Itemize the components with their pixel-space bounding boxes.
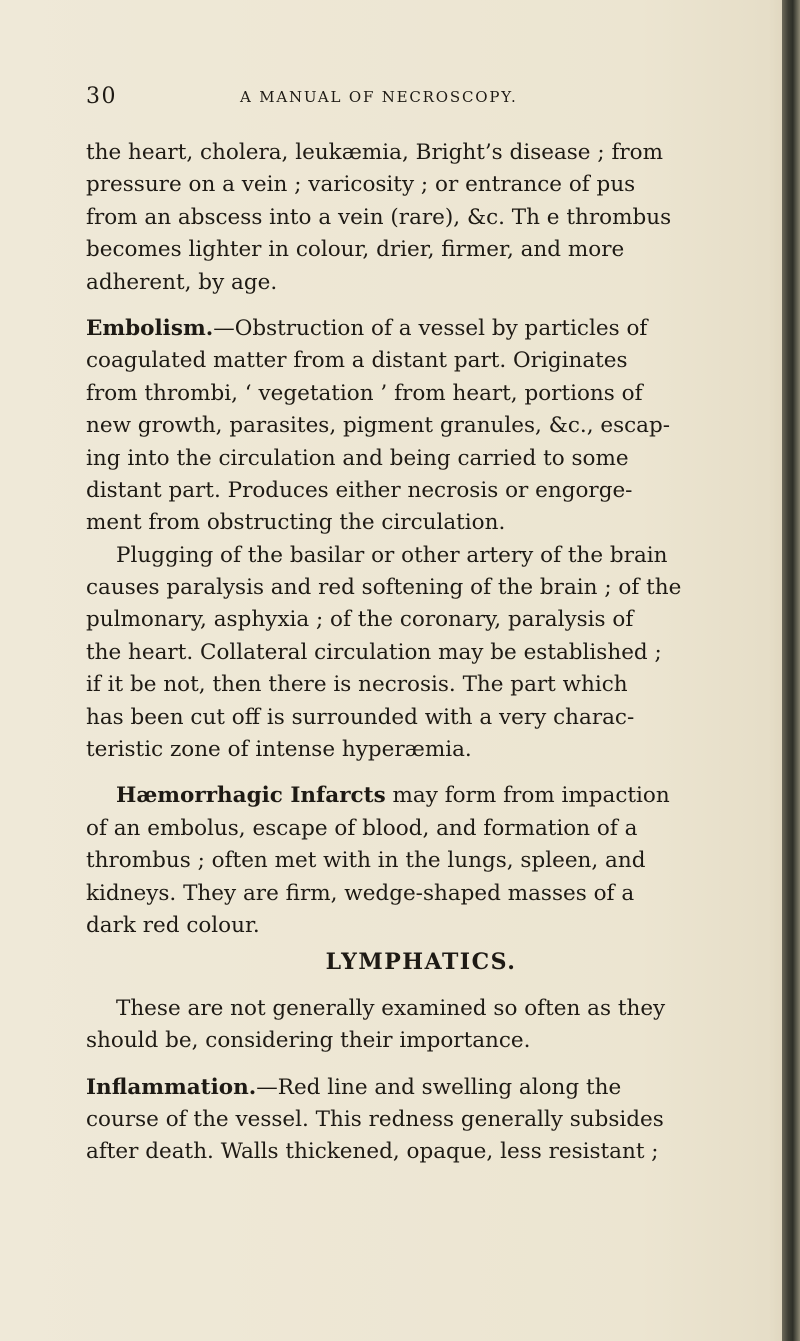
text-line: the heart. Collateral circulation may be established ; bbox=[86, 639, 662, 665]
text-line: ing into the circulation and being carried to some bbox=[86, 445, 629, 471]
text-line: becomes lighter in colour, drier, firmer, and more bbox=[86, 237, 625, 263]
text-line: causes paralysis and red softening of the brain ; of the bbox=[86, 575, 682, 601]
text-line: Hæmorrhagic Infarcts may form from impaction bbox=[116, 783, 670, 809]
text-line: has been cut off is surrounded with a very charac- bbox=[86, 704, 635, 730]
text-line: coagulated matter from a distant part. Originates bbox=[86, 348, 628, 374]
running-header bbox=[86, 84, 726, 114]
text-line: of an embolus, escape of blood, and formation of a bbox=[86, 815, 638, 841]
paragraph-infarcts bbox=[86, 780, 746, 942]
section-heading-lymphatics: LYMPHATICS. bbox=[325, 949, 517, 976]
paragraph-thrombus bbox=[86, 137, 746, 299]
text-line: new growth, parasites, pigment granules, &c., escap- bbox=[86, 413, 671, 439]
text-line: course of the vessel. This redness generally subsides bbox=[86, 1106, 664, 1132]
body-text bbox=[86, 137, 746, 1169]
text-line: These are not generally examined so often as they bbox=[116, 995, 666, 1021]
text-line: Embolism.—Obstruction of a vessel by particles of bbox=[86, 315, 648, 341]
text-line: after death. Walls thickened, opaque, less resistant ; bbox=[86, 1139, 659, 1165]
text-line: Inflammation.—Red line and swelling along the bbox=[86, 1074, 622, 1100]
paragraph-inflammation bbox=[86, 1072, 746, 1169]
text-line: dark red colour. bbox=[86, 912, 260, 938]
text-line: should be, considering their importance. bbox=[86, 1028, 531, 1054]
paragraph-lymphatics bbox=[86, 993, 746, 1058]
heading-embolism: Embolism. bbox=[86, 315, 214, 341]
text-line: distant part. Produces either necrosis or engorge- bbox=[86, 477, 633, 503]
text-line: pressure on a vein ; varicosity ; or entrance of pus bbox=[86, 172, 636, 198]
text-line: from an abscess into a vein (rare), &c. Th e thrombus bbox=[86, 204, 672, 230]
text-line: thrombus ; often met with in the lungs, spleen, and bbox=[86, 848, 646, 874]
running-title: A MANUAL OF NECROSCOPY. bbox=[240, 88, 518, 106]
text-line: if it be not, then there is necrosis. The part which bbox=[86, 672, 628, 698]
paragraph-plugging bbox=[86, 540, 746, 767]
text-line: from thrombi, ‘ vegetation ’ from heart, portions of bbox=[86, 380, 643, 406]
paragraph-embolism bbox=[86, 313, 746, 540]
heading-inflammation: Inflammation. bbox=[86, 1074, 257, 1100]
text-line: teristic zone of intense hyperæmia. bbox=[86, 737, 472, 763]
page-number: 30 bbox=[86, 84, 117, 109]
text-line: pulmonary, asphyxia ; of the coronary, paralysis of bbox=[86, 607, 634, 633]
text-line: ment from obstructing the circulation. bbox=[86, 510, 506, 536]
text-line: the heart, cholera, leukæmia, Bright’s disease ; from bbox=[86, 140, 664, 165]
page-edge-shadow bbox=[782, 0, 800, 1341]
text-line: kidneys. They are firm, wedge-shaped masses of a bbox=[86, 880, 635, 906]
text-line: Plugging of the basilar or other artery of the brain bbox=[116, 542, 668, 568]
text-line: adherent, by age. bbox=[86, 269, 278, 295]
heading-infarcts: Hæmorrhagic Infarcts bbox=[116, 783, 386, 809]
